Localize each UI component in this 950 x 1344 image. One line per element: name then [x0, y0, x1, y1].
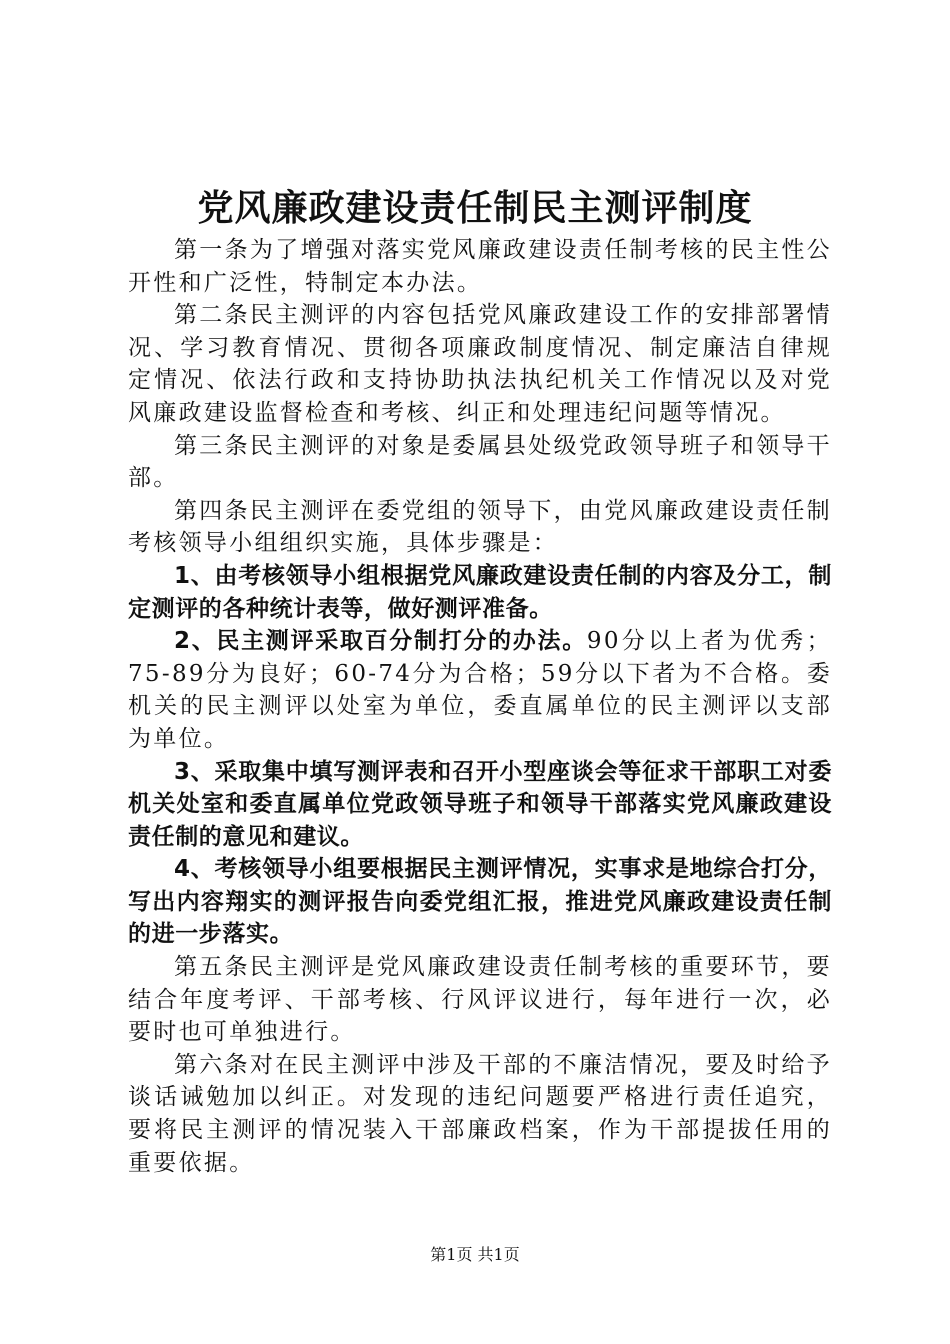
article-4-paragraph: 第四条民主测评在委党组的领导下，由党风廉政建设责任制考核领导小组组织实施，具体步骤是：: [128, 497, 832, 557]
article-5-paragraph: 第五条民主测评是党风廉政建设责任制考核的重要环节，要结合年度考评、干部考核、行风评议进行，每年进行一次，必要时也可单独进行。: [128, 954, 832, 1046]
article-6-paragraph: 第六条对在民主测评中涉及干部的不廉洁情况，要及时给予谈话诫勉加以纠正。对发现的违纪问题要严格进行责任追究，要将民主测评的情况装入干部廉政档案，作为干部提拔任用的重要依据。: [128, 1051, 832, 1176]
step-2-body-text: 90分以上者为优秀；75-89分为良好；60-74分为合格；59分以下者为不合格。委机关的民主测评以处室为单位，委直属单位的民主测评以支部为单位。: [128, 628, 832, 752]
article-2-paragraph: 第二条民主测评的内容包括党风廉政建设工作的安排部署情况、学习教育情况、贯彻各项廉政制度情况、制定廉洁自律规定情况、依法行政和支持协助执法执纪机关工作情况以及对党风廉政建设监督检查和考核、纠正和处理违纪问题等情况。: [128, 302, 832, 426]
step-1-paragraph: 1、由考核领导小组根据党风廉政建设责任制的内容及分工，制定测评的各种统计表等，做好测评准备。: [128, 562, 832, 622]
step-3-paragraph: 3、采取集中填写测评表和召开小型座谈会等征求干部职工对委机关处室和委直属单位党政领导班子和领导干部落实党风廉政建设责任制的意见和建议。: [128, 758, 832, 850]
step-4-paragraph: 4、考核领导小组要根据民主测评情况，实事求是地综合打分，写出内容翔实的测评报告向委党组汇报，推进党风廉政建设责任制的进一步落实。: [128, 856, 832, 948]
step-2-paragraph: [128, 625, 832, 755]
page-number-footer: 第1页 共1页: [430, 1245, 520, 1264]
article-3-paragraph: 第三条民主测评的对象是委属县处级党政领导班子和领导干部。: [128, 432, 832, 492]
document-body: [128, 234, 832, 1179]
step-2-lead-text: 2、民主测评采取百分制打分的办法。: [174, 628, 587, 655]
document-title: 党风廉政建设责任制民主测评制度: [197, 187, 753, 229]
article-1-paragraph: 第一条为了增强对落实党风廉政建设责任制考核的民主性公开性和广泛性，特制定本办法。: [128, 237, 832, 296]
